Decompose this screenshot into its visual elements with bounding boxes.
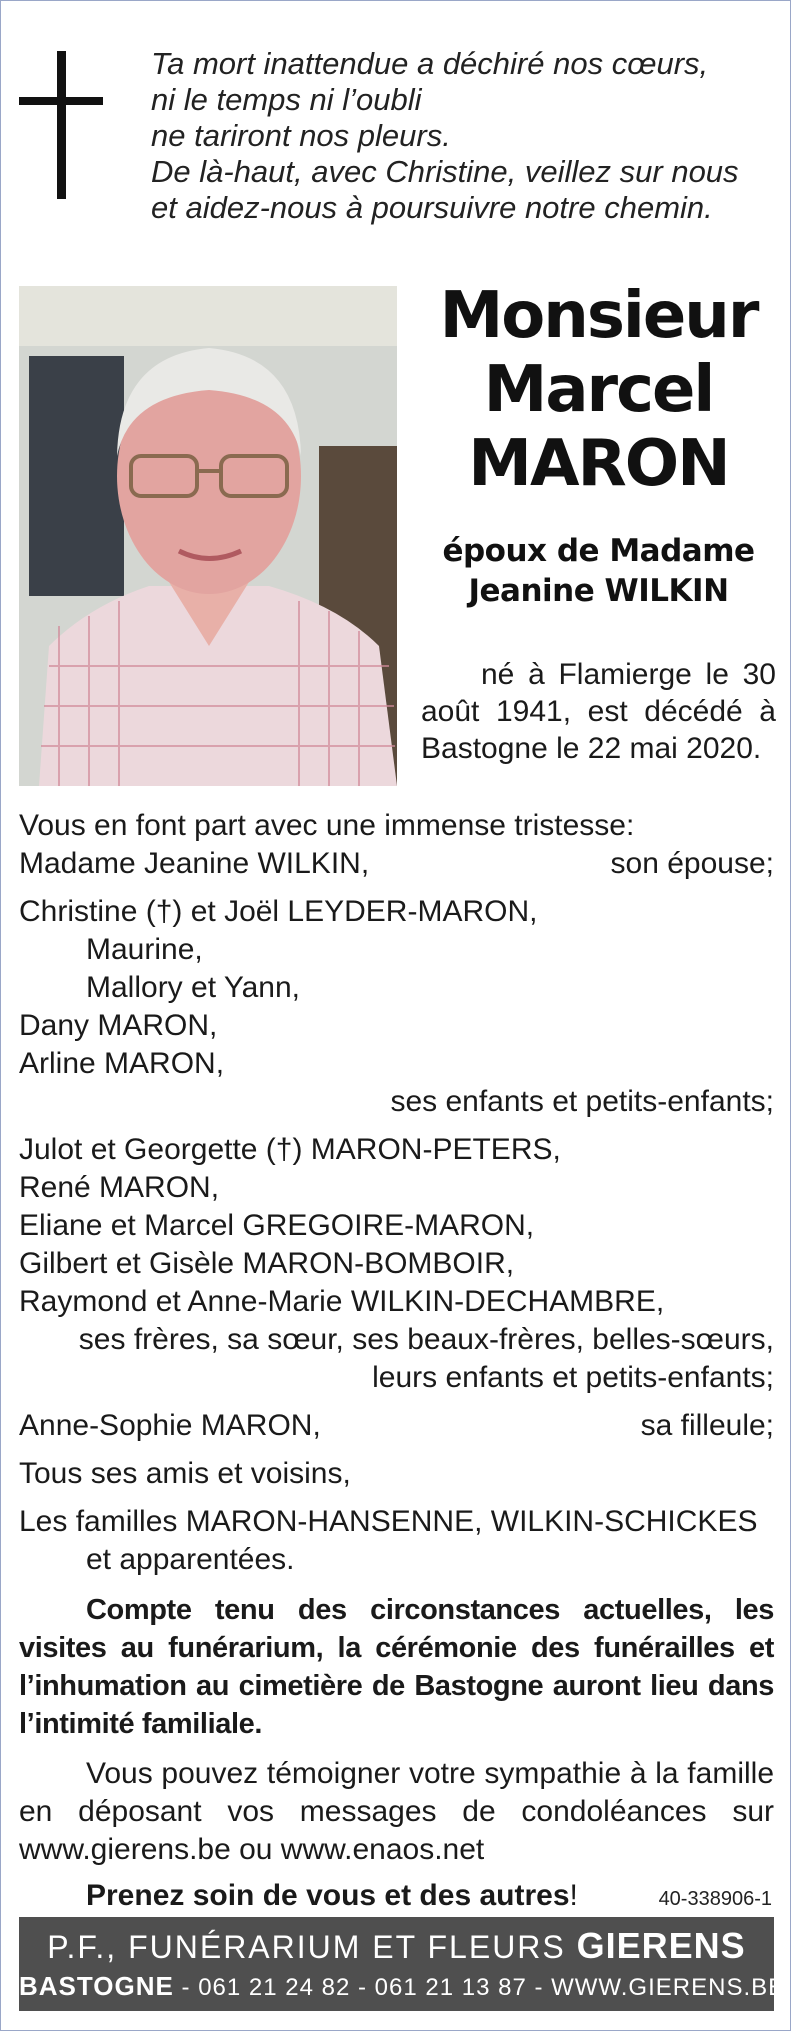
family-member: Eliane et Marcel GREGOIRE-MARON, <box>19 1209 535 1242</box>
family-member: Christine (†) et Joël LEYDER-MARON, <box>19 895 538 928</box>
family-role: leurs enfants et petits-enfants; <box>372 1361 774 1394</box>
condolences-text: Vous pouvez témoigner votre sympathie à la famille en déposant vos messages de condoléances sur www.gierens.be ou www.enaos.net <box>19 1757 774 1866</box>
family-role: son épouse; <box>610 847 774 880</box>
cross-icon <box>19 51 103 199</box>
deceased-name-block <box>421 279 776 611</box>
family-member: René MARON, <box>19 1171 220 1204</box>
poem-line: Ta mort inattendue a déchiré nos cœurs, <box>151 46 709 81</box>
closing-bold: Prenez soin de vous et des autres <box>86 1879 570 1912</box>
announcement-body <box>19 807 774 1915</box>
poem-line: ne tariront nos pleurs. <box>151 118 451 153</box>
ceremony-notice: Compte tenu des circonstances actuelles, les visites au funérarium, la cérémonie des funérailles et l’inhumation au cimetière de Bastogne auront lieu dans l’intimité familiale. <box>19 1594 774 1740</box>
family-row <box>19 845 774 883</box>
family-role: ses enfants et petits-enfants; <box>390 1085 774 1118</box>
banner-prefix: P.F., FUNÉRARIUM ET FLEURS <box>47 1929 566 1965</box>
family-row <box>19 1407 774 1445</box>
family-member: Mallory et Yann, <box>86 971 300 1004</box>
banner-city: BASTOGNE <box>19 1971 174 2001</box>
family-member: Arline MARON, <box>19 1047 225 1080</box>
closing-mark: ! <box>569 1879 578 1912</box>
poem <box>151 46 771 226</box>
family-member: Dany MARON, <box>19 1009 218 1042</box>
poem-line: et aidez-nous à poursuivre notre chemin. <box>151 190 713 225</box>
banner-contacts: - 061 21 24 82 - 061 21 13 87 - WWW.GIERENS.BE <box>173 1974 786 2001</box>
last-name: MARON <box>468 427 729 501</box>
spouse-line: époux de Madame <box>442 533 755 569</box>
friends-line: Tous ses amis et voisins, <box>19 1457 351 1490</box>
first-name: Marcel <box>483 353 714 427</box>
reference-number: 40-338906-1 <box>658 1888 772 1910</box>
banner-brand: GIERENS <box>576 1925 746 1966</box>
family-member: Julot et Georgette (†) MARON-PETERS, <box>19 1133 561 1166</box>
family-member: Raymond et Anne-Marie WILKIN-DECHAMBRE, <box>19 1285 665 1318</box>
spouse-mention <box>421 531 776 611</box>
family-member: Anne-Sophie MARON, <box>19 1409 321 1442</box>
birth-death-text: né à Flamierge le 30 août 1941, est décédé à Bastogne le 22 mai 2020. <box>421 658 776 765</box>
families-line: Les familles MARON-HANSENNE, WILKIN-SCHICKES <box>19 1505 758 1538</box>
poem-line: De là-haut, avec Christine, veillez sur nous <box>151 154 739 189</box>
honorific: Monsieur <box>439 279 758 353</box>
banner-contact-line <box>19 1970 786 2004</box>
family-member: Gilbert et Gisèle MARON-BOMBOIR, <box>19 1247 515 1280</box>
intro-line: Vous en font part avec une immense tristesse: <box>19 809 635 842</box>
families-line: et apparentées. <box>86 1543 295 1576</box>
family-role: sa filleule; <box>640 1409 774 1442</box>
family-member: Maurine, <box>86 933 203 966</box>
family-member: Madame Jeanine WILKIN, <box>19 847 370 880</box>
family-role: ses frères, sa sœur, ses beaux-frères, belles-sœurs, <box>78 1323 774 1356</box>
banner-line <box>19 1917 774 1970</box>
portrait-photo <box>19 286 397 786</box>
spouse-line: Jeanine WILKIN <box>468 573 729 609</box>
poem-line: ni le temps ni l’oubli <box>151 82 422 117</box>
funeral-home-banner <box>19 1917 786 2011</box>
